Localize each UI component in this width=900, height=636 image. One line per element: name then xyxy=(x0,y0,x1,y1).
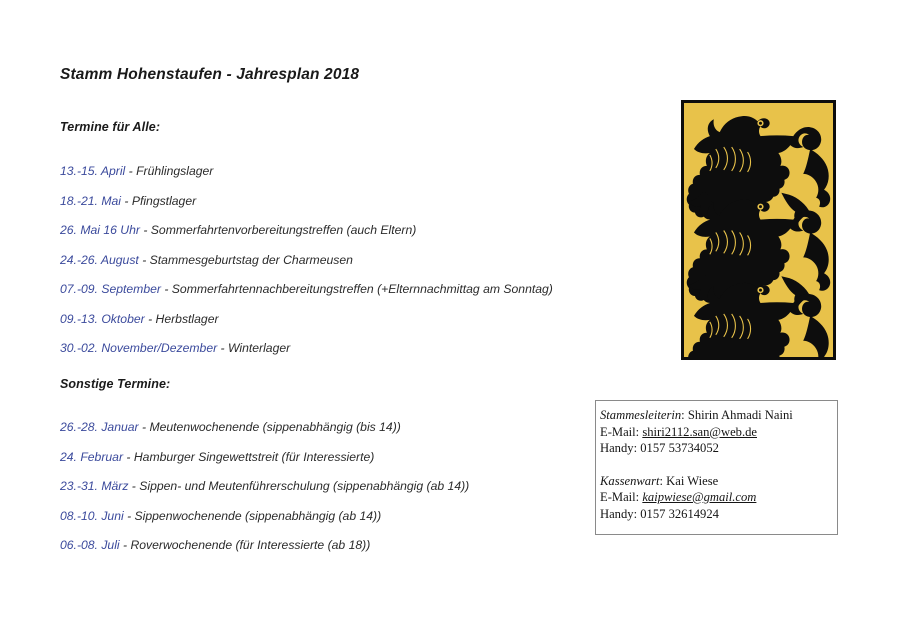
event-separator: - xyxy=(138,420,150,434)
event-description: Frühlingslager xyxy=(136,164,214,178)
event-separator: - xyxy=(144,311,156,326)
event-date: 06.-08. Juli xyxy=(60,538,120,552)
treasurer-name: Kai Wiese xyxy=(666,473,719,488)
event-list-sonstige xyxy=(60,420,680,568)
leader-email-line xyxy=(600,424,837,441)
event-date: 24. Februar xyxy=(60,449,124,464)
event-date: 24.-26. August xyxy=(60,252,139,267)
section-heading-sonstige: Sonstige Termine: xyxy=(60,377,171,391)
treasurer-role-line xyxy=(600,473,837,490)
leader-role-line xyxy=(600,407,837,424)
event-row xyxy=(60,164,680,194)
event-description: Sommerfahrtennachbereitungstreffen (+Elternnachmittag am Sonntag) xyxy=(171,282,553,296)
treasurer-email-link[interactable]: kaipwiese@gmail.com xyxy=(642,490,757,504)
treasurer-phone-line xyxy=(600,506,837,523)
event-description: Sommerfahrtenvorbereitungstreffen (auch Eltern) xyxy=(150,223,417,237)
event-separator: - xyxy=(217,341,228,355)
leader-phone-label: Handy: xyxy=(600,441,641,455)
event-description: Roverwochenende (für Interessierte (ab 18)) xyxy=(130,538,371,552)
event-row xyxy=(60,282,680,312)
hohenstaufen-coat-of-arms-icon xyxy=(681,100,836,360)
event-date: 09.-13. Oktober xyxy=(60,311,145,326)
leader-phone-value: 0157 53734052 xyxy=(640,441,719,455)
event-date: 23.-31. März xyxy=(60,479,129,493)
treasurer-email-line xyxy=(600,489,837,506)
event-description: Stammesgeburtstag der Charmeusen xyxy=(149,252,353,267)
event-row xyxy=(60,223,680,253)
event-row xyxy=(60,420,680,450)
leader-name: Shirin Ahmadi Naini xyxy=(687,408,793,422)
event-separator: - xyxy=(160,282,172,296)
event-date: 26. Mai 16 Uhr xyxy=(60,223,140,237)
event-date: 13.-15. April xyxy=(60,164,126,178)
event-row xyxy=(60,194,680,224)
leader-email-link[interactable]: shiri2112.san@web.de xyxy=(642,424,757,439)
event-description: Meutenwochenende (sippenabhängig (bis 14)) xyxy=(149,420,401,434)
event-description: Herbstlager xyxy=(155,311,219,326)
event-separator: - xyxy=(119,538,131,552)
event-description: Sippen- und Meutenführerschulung (sippenabhängig (ab 14)) xyxy=(139,479,470,493)
leader-role-colon: : xyxy=(681,408,688,422)
event-row xyxy=(60,479,680,509)
contact-box xyxy=(595,400,838,535)
treasurer-role-label: Kassenwart xyxy=(600,473,660,488)
event-separator: - xyxy=(138,252,150,267)
event-date: 08.-10. Juni xyxy=(60,508,124,523)
event-row xyxy=(60,341,680,371)
treasurer-email-label: E-Mail: xyxy=(600,490,643,504)
leader-phone-line xyxy=(600,440,837,457)
event-row xyxy=(60,538,680,568)
event-description: Hamburger Singewettstreit (für Interessierte) xyxy=(133,449,375,464)
leader-role-label: Stammesleiterin xyxy=(600,408,682,422)
section-heading-alle: Termine für Alle: xyxy=(60,120,161,134)
event-separator: - xyxy=(125,164,137,178)
treasurer-phone-label: Handy: xyxy=(600,506,641,521)
event-separator: - xyxy=(120,193,132,208)
page-title: Stamm Hohenstaufen - Jahresplan 2018 xyxy=(60,66,360,83)
event-row xyxy=(60,253,680,283)
leader-email-label: E-Mail: xyxy=(600,424,643,439)
event-description: Winterlager xyxy=(228,341,291,355)
event-date: 18.-21. Mai xyxy=(60,193,121,208)
treasurer-role-colon: : xyxy=(659,473,667,488)
event-list-alle xyxy=(60,164,680,371)
event-separator: - xyxy=(128,479,140,493)
event-description: Pfingstlager xyxy=(131,193,197,208)
event-date: 26.-28. Januar xyxy=(60,420,139,434)
event-row xyxy=(60,312,680,342)
event-description: Sippenwochenende (sippenabhängig (ab 14)) xyxy=(134,508,382,523)
event-date: 07.-09. September xyxy=(60,282,161,296)
event-separator: - xyxy=(139,223,151,237)
event-separator: - xyxy=(123,508,135,523)
event-row xyxy=(60,450,680,480)
treasurer-phone-value: 0157 32614924 xyxy=(640,506,719,521)
contact-spacer xyxy=(600,457,837,473)
event-separator: - xyxy=(123,449,134,464)
event-date: 30.-02. November/Dezember xyxy=(60,341,218,355)
